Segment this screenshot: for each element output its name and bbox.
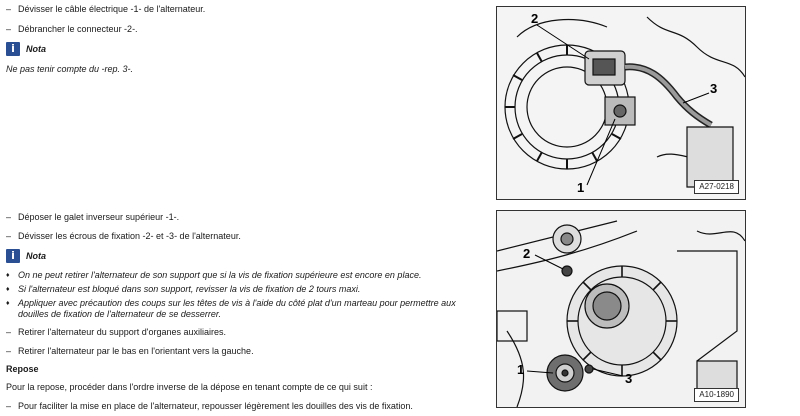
nota-label: Nota <box>26 251 46 261</box>
callout-1: 1 <box>517 362 525 377</box>
step-dash: – <box>6 212 12 222</box>
callout-2: 2 <box>523 246 531 261</box>
figure-reference: A10-1890 <box>694 388 739 402</box>
alternator-drawing <box>497 7 745 199</box>
callout-1: 1 <box>577 180 585 195</box>
figure-alternator-connections <box>496 6 746 200</box>
step-dash: – <box>6 327 12 337</box>
step-dash: – <box>6 346 12 356</box>
step-dash: – <box>6 231 12 241</box>
step-dash: – <box>6 24 12 34</box>
nota-bullet-continuation: douilles de fixation de l'alternateur de se desserrer. <box>18 309 222 319</box>
diamond-bullet-icon: ♦ <box>6 286 10 293</box>
repose-intro: Pour la repose, procéder dans l'ordre inverse de la dépose en tenant compte de ce qui suit : <box>6 382 373 392</box>
nota-bullet: On ne peut retirer l'alternateur de son support que si la vis de fixation supérieure est encore en place. <box>18 270 422 280</box>
step-text: Déposer le galet inverseur supérieur -1-. <box>18 212 180 222</box>
step-text: Pour faciliter la mise en place de l'alternateur, repousser légèrement les douilles des vis de fixation. <box>18 401 413 411</box>
step-text: Dévisser les écrous de fixation -2- et -3- de l'alternateur. <box>18 231 241 241</box>
alternator-mount-drawing <box>497 211 745 407</box>
nota-bullet: Appliquer avec précaution des coups sur les têtes de vis à l'aide du côté plat d'un marteau pour permettre aux <box>18 298 456 308</box>
diamond-bullet-icon: ♦ <box>6 272 10 279</box>
step-text: Retirer l'alternateur par le bas en l'orientant vers la gauche. <box>18 346 254 356</box>
info-icon: i <box>6 42 20 56</box>
step-text: Débrancher le connecteur -2-. <box>18 24 138 34</box>
nota-label: Nota <box>26 44 46 54</box>
figure-reference: A27-0218 <box>694 180 739 194</box>
section-heading: Repose <box>6 364 39 374</box>
callout-2: 2 <box>531 11 539 26</box>
figure-alternator-mounting <box>496 210 746 408</box>
nota-text: Ne pas tenir compte du -rep. 3-. <box>6 64 134 74</box>
callout-3: 3 <box>625 371 633 386</box>
info-icon: i <box>6 249 20 263</box>
nota-bullet: Si l'alternateur est bloqué dans son support, revisser la vis de fixation de 2 tours maxi. <box>18 284 361 294</box>
diamond-bullet-icon: ♦ <box>6 300 10 307</box>
step-text: Dévisser le câble électrique -1- de l'alternateur. <box>18 4 206 14</box>
step-dash: – <box>6 401 12 411</box>
callout-3: 3 <box>710 81 718 96</box>
step-text: Retirer l'alternateur du support d'organes auxiliaires. <box>18 327 227 337</box>
step-dash: – <box>6 4 12 14</box>
